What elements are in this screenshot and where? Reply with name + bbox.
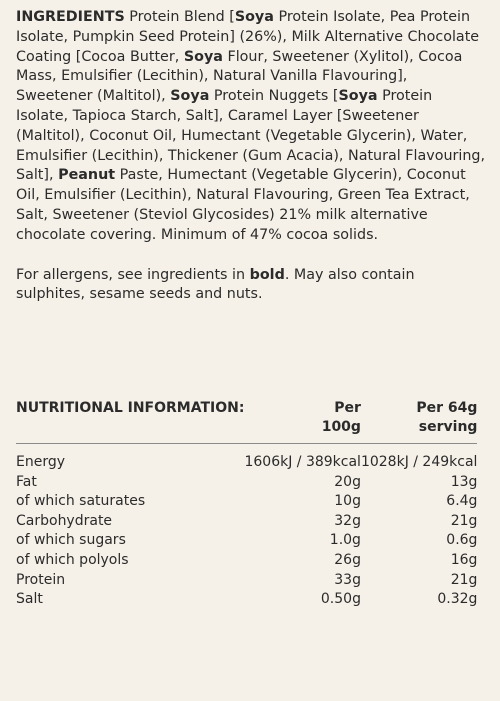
ingredients-segment: Protein Isolate, Pea Protein Isolate, Pumpkin Seed Protein] (26%), Milk Alternative Chocolate Coating [Cocoa Butter, bbox=[16, 9, 480, 65]
nutrient-label: Salt bbox=[16, 591, 43, 608]
allergen-bold-word: bold bbox=[249, 266, 285, 283]
ingredients-segment: INGREDIENTS bbox=[16, 9, 125, 25]
ingredients-segment: Protein Isolate, Tapioca Starch, Salt], Caramel Layer [Sweetener (Maltitol), Coconut Oil, Humectant (Vegetable Glycerin), Water, Emulsifier (Lecithin), Thickener (Gum Acacia), Natural Flavouring, Salt], bbox=[16, 88, 486, 184]
per-100g-value: 32g bbox=[334, 512, 361, 529]
allergen-statement bbox=[16, 266, 486, 306]
allergen-peanut: Peanut bbox=[58, 167, 116, 184]
per-serving-value: 16g bbox=[450, 551, 478, 568]
nutrient-label: of which sugars bbox=[16, 532, 126, 549]
table-row bbox=[16, 590, 477, 610]
per-100g-value: 10g bbox=[334, 493, 361, 510]
per-serving-header bbox=[361, 399, 477, 444]
per-serving-value: 21g bbox=[450, 512, 478, 529]
label-panel bbox=[16, 8, 486, 608]
allergen-soya: Soya bbox=[338, 88, 378, 105]
nutrient-label: Carbohydrate bbox=[16, 512, 113, 529]
per-100g-value: 26g bbox=[334, 551, 361, 568]
ingredients-segment: Protein Nuggets [ bbox=[209, 88, 339, 105]
allergen-soya: Soya bbox=[170, 88, 210, 105]
nutrient-label: Fat bbox=[16, 473, 37, 490]
allergen-soya: Soya bbox=[234, 9, 274, 25]
table-row bbox=[16, 531, 477, 551]
per-serving-value: 0.32g bbox=[437, 591, 478, 608]
table-row bbox=[16, 512, 477, 532]
nutrient-label: Protein bbox=[16, 571, 66, 588]
per-100g-value: 1606kJ / 389kcal bbox=[244, 454, 361, 470]
per-100g-value: 0.50g bbox=[320, 591, 361, 608]
table-row bbox=[16, 551, 477, 571]
per-serving-value: 13g bbox=[450, 473, 478, 490]
per-100g-value: 20g bbox=[334, 473, 361, 490]
per-serving-header-text: Per 64g serving bbox=[416, 400, 478, 435]
per-100g-header-text: Per 100g bbox=[321, 400, 361, 435]
allergen-soya: Soya bbox=[183, 48, 223, 65]
table-row bbox=[16, 571, 477, 591]
per-serving-value: 6.4g bbox=[446, 493, 478, 510]
per-100g-header bbox=[244, 399, 360, 444]
ingredients-segment: Flour, Sweetener (Xylitol), Cocoa Mass, Emulsifier (Lecithin), Natural Vanilla Flavouring], Sweetener (Maltitol), bbox=[16, 48, 463, 105]
nutrient-label: Energy bbox=[16, 454, 66, 470]
nutrition-table bbox=[16, 399, 477, 610]
allergen-prefix: For allergens, see ingredients in bbox=[16, 266, 250, 283]
table-row bbox=[16, 492, 477, 512]
per-serving-value: 0.6g bbox=[446, 532, 478, 549]
allergen-suffix: . May also contain sulphites, sesame seeds and nuts. bbox=[16, 266, 415, 303]
per-100g-value: 1.0g bbox=[329, 532, 361, 549]
per-serving-value: 1028kJ / 249kcal bbox=[360, 454, 478, 470]
nutrition-header-row bbox=[16, 399, 477, 444]
ingredients-segment: Paste, Humectant (Vegetable Glycerin), Coconut Oil, Emulsifier (Lecithin), Natural Flavouring, Green Tea Extract, Salt, Sweetener (Steviol Glycosides) 21% milk alternative chocolate covering. Minimum of 47% cocoa solids. bbox=[16, 167, 470, 243]
nutrition-title: NUTRITIONAL INFORMATION: bbox=[16, 399, 244, 444]
ingredients-paragraph bbox=[16, 8, 486, 246]
table-row bbox=[16, 444, 477, 473]
ingredients-segment: Protein Blend [ bbox=[124, 9, 235, 25]
nutrient-label: of which saturates bbox=[16, 493, 146, 510]
per-serving-value: 21g bbox=[450, 571, 478, 588]
per-100g-value: 33g bbox=[334, 571, 361, 588]
nutrient-label: of which polyols bbox=[16, 551, 129, 568]
table-row bbox=[16, 473, 477, 493]
